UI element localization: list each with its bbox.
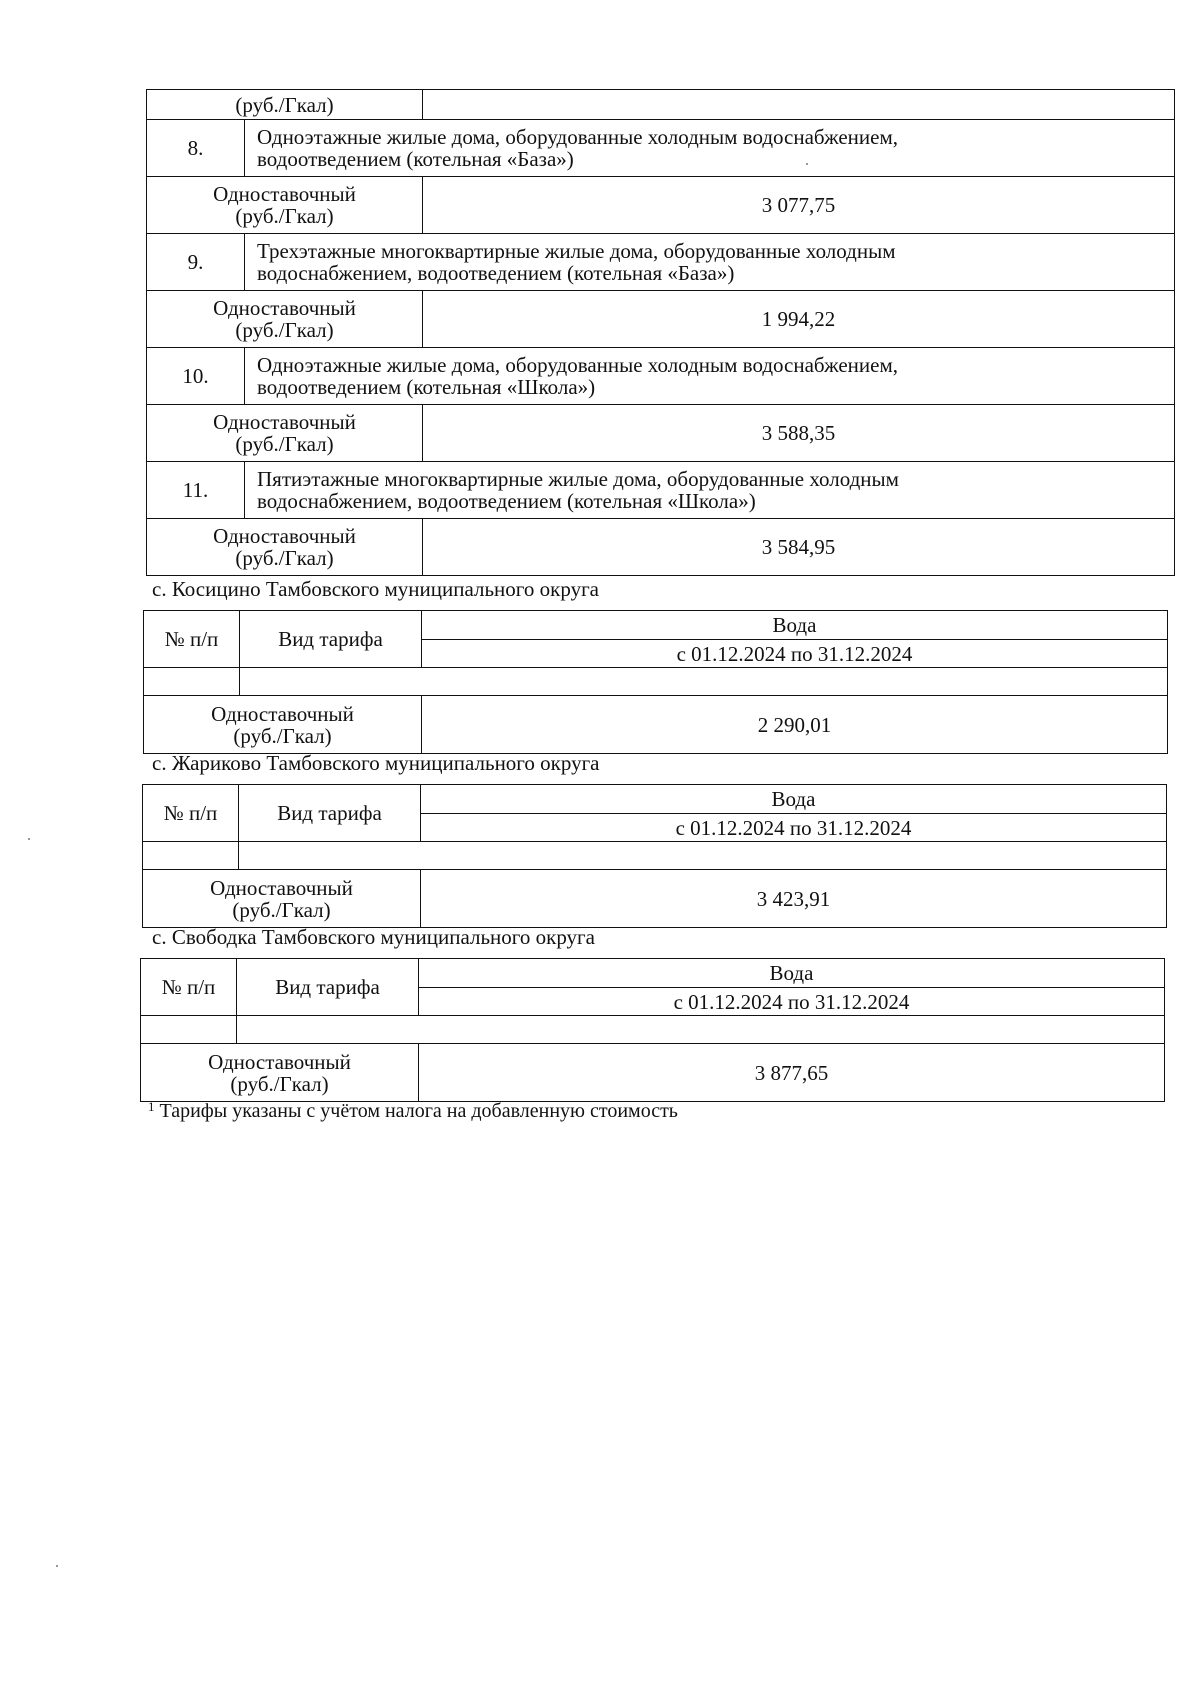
description-line: Одноэтажные жилые дома, оборудованные холодным водоснабжением, <box>257 125 898 149</box>
empty-cell <box>141 1016 237 1044</box>
row-number: 9. <box>147 234 245 291</box>
empty-cell <box>239 842 1167 870</box>
table-row <box>147 291 1175 348</box>
tariff-value: 3 588,35 <box>423 405 1175 462</box>
col-header-type: Вид тарифа <box>237 959 419 1016</box>
tariff-type-cell <box>147 405 423 462</box>
tariff-unit: (руб./Гкал) <box>230 1071 329 1096</box>
empty-cell <box>143 842 239 870</box>
description-line: водоотведением (котельная «Школа») <box>257 375 596 399</box>
tariff-name: Одноставочный <box>213 524 356 548</box>
scan-speck <box>28 838 30 840</box>
section-caption: с. Жариково Тамбовского муниципального округа <box>152 751 600 775</box>
tariff-unit: (руб./Гкал) <box>235 546 334 570</box>
col-header-water: Вода <box>419 959 1165 988</box>
tariff-name: Одноставочный <box>211 701 354 726</box>
description-line: Трехэтажные многоквартирные жилые дома, оборудованные холодным <box>257 239 896 263</box>
table-row <box>143 842 1167 870</box>
table-row <box>147 348 1175 405</box>
tariff-name: Одноставочный <box>213 182 356 206</box>
table-row <box>147 90 1175 120</box>
description-line: водоснабжением, водоотведением (котельная «Школа») <box>257 489 756 513</box>
row-description <box>245 348 1175 405</box>
tariff-unit: (руб./Гкал) <box>235 204 334 228</box>
tariff-name: Одноставочный <box>213 410 356 434</box>
col-header-type: Вид тарифа <box>239 785 421 842</box>
col-header-number: № п/п <box>143 785 239 842</box>
empty-cell <box>237 1016 1165 1044</box>
tariff-value: 3 877,65 <box>419 1044 1165 1102</box>
tariff-type-cell <box>147 177 423 234</box>
table-row <box>147 177 1175 234</box>
tariff-unit: (руб./Гкал) <box>235 432 334 456</box>
table-row <box>147 234 1175 291</box>
tariff-name: Одноставочный <box>213 296 356 320</box>
tariff-type-cell <box>147 519 423 576</box>
table-row <box>144 611 1168 640</box>
table-row <box>144 668 1168 696</box>
description-line: Пятиэтажные многоквартирные жилые дома, оборудованные холодным <box>257 467 899 491</box>
scan-speck <box>806 163 808 165</box>
tariff-name: Одноставочный <box>208 1049 351 1074</box>
tariff-value: 3 423,91 <box>421 870 1167 928</box>
tariff-value: 1 994,22 <box>423 291 1175 348</box>
scan-speck <box>56 1565 58 1567</box>
table-row <box>147 519 1175 576</box>
empty-cell <box>144 668 240 696</box>
table-row <box>144 696 1168 754</box>
tariff-unit-cell: (руб./Гкал) <box>147 90 423 120</box>
footnote-mark: 1 <box>148 1099 155 1114</box>
row-number: 10. <box>147 348 245 405</box>
tariff-value: 3 077,75 <box>423 177 1175 234</box>
section-caption: с. Косицино Тамбовского муниципального округа <box>152 577 599 601</box>
tariff-value: 2 290,01 <box>422 696 1168 754</box>
section-caption: с. Свободка Тамбовского муниципального округа <box>152 925 595 949</box>
tariff-type-cell <box>141 1044 419 1102</box>
empty-cell <box>423 90 1175 120</box>
table-row <box>141 1044 1165 1102</box>
period-cell: с 01.12.2024 по 31.12.2024 <box>419 988 1165 1016</box>
col-header-type: Вид тарифа <box>240 611 422 668</box>
col-header-number: № п/п <box>144 611 240 668</box>
tariff-table-section <box>142 784 1167 928</box>
table-row <box>147 462 1175 519</box>
tariff-table-section <box>140 958 1165 1102</box>
row-description <box>245 234 1175 291</box>
table-row <box>141 959 1165 988</box>
col-header-number: № п/п <box>141 959 237 1016</box>
col-header-water: Вода <box>421 785 1167 814</box>
row-number: 11. <box>147 462 245 519</box>
row-number: 8. <box>147 120 245 177</box>
table-row <box>143 870 1167 928</box>
tariff-table-section <box>143 610 1168 754</box>
tariff-unit: (руб./Гкал) <box>232 897 331 922</box>
table-row <box>143 785 1167 814</box>
table-row <box>147 405 1175 462</box>
tariff-type-cell <box>143 870 421 928</box>
period-cell: с 01.12.2024 по 31.12.2024 <box>421 814 1167 842</box>
row-description <box>245 120 1175 177</box>
tariff-unit: (руб./Гкал) <box>233 723 332 748</box>
tariff-type-cell <box>147 291 423 348</box>
empty-cell <box>240 668 1168 696</box>
description-line: водоотведением (котельная «База») <box>257 147 574 171</box>
description-line: Одноэтажные жилые дома, оборудованные холодным водоснабжением, <box>257 353 898 377</box>
footnote <box>148 1100 678 1122</box>
tariff-value: 3 584,95 <box>423 519 1175 576</box>
tariff-type-cell <box>144 696 422 754</box>
tariff-unit: (руб./Гкал) <box>235 318 334 342</box>
tariff-name: Одноставочный <box>210 875 353 900</box>
description-line: водоснабжением, водоотведением (котельная «База») <box>257 261 735 285</box>
row-description <box>245 462 1175 519</box>
table-row <box>141 1016 1165 1044</box>
tariff-table-main <box>146 89 1175 576</box>
period-cell: с 01.12.2024 по 31.12.2024 <box>422 640 1168 668</box>
col-header-water: Вода <box>422 611 1168 640</box>
table-row <box>147 120 1175 177</box>
footnote-text: Тарифы указаны с учётом налога на добавленную стоимость <box>159 1100 678 1122</box>
